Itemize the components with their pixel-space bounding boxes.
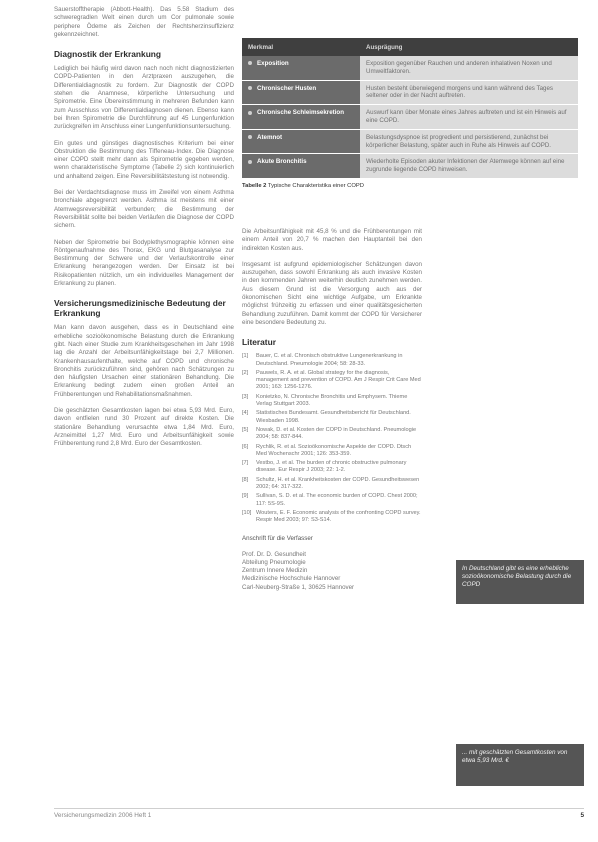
address-line: Prof. Dr. D. Gesundheit [242,550,306,558]
table-row [242,80,578,105]
ref-number: [9] [242,493,249,500]
paragraph: Insgesamt ist aufgrund epidemiologischer Schätzungen davon auszugehen, dass sowohl Erkrankung als auch invasive Kosten in den kommenden Jahren weiterhin deutlich zunehmen werden. Aus diesem Grund ist die Versorgung auch aus der ökonomischen Sicht eine wichtige Aufgabe, um Erkrankte möglichst frühzeitig zu erfassen und einer qualitätsgesicherten Behandlung zuzuführen. Damit kommt der COPD für Versicherer eine besondere Bedeutung zu. [242,260,422,326]
reference-item [242,510,422,525]
ref-text: Pauwels, R. A. et al. Global strategy for the diagnosis, management and prevention of COPD. Am J Respir Crit Care Med 2001; 163: 1256-1276. [256,369,421,391]
table-row [242,154,578,179]
bullet-icon [248,160,252,164]
left-column [54,6,234,456]
ref-number: [6] [242,443,249,450]
row-feature: Akute Bronchitis [257,158,307,166]
row-description: Husten besteht überwiegend morgens und kann während des Tages seltener oder in der Nacht auftreten. [360,80,578,105]
address-line: Abteilung Pneumologie [242,559,306,566]
ref-text: Vestbo, J. et al. The burden of chronic obstructive pulmonary disease. Eur Respir J 2003; 22: 1-2. [256,460,407,474]
reference-list [242,353,422,524]
address-block [242,551,422,592]
reference-item [242,460,422,475]
ref-number: [1] [242,353,249,360]
ref-number: [8] [242,476,249,483]
ref-text: Bauer, C. et al. Chronisch obstruktive Lungenerkrankung in Deutschland. Pneumologie 2004; 58: 28-33. [256,353,403,367]
ref-number: [4] [242,410,249,417]
ref-text: Statistisches Bundesamt. Gesundheitsbericht für Deutschland. Wiesbaden 1998. [256,410,411,424]
address-line: Zentrum Innere Medizin [242,567,308,575]
bullet-icon [248,61,252,65]
ref-text: Sullivan, S. D. et al. The economic burden of COPD. Chest 2000; 117: 5S-9S. [256,493,418,507]
reference-item [242,444,422,459]
bullet-icon [248,86,252,90]
caption-text: Typische Charakteristika einer COPD [267,182,364,189]
table-row [242,129,578,154]
sidebar-quote-box: In Deutschland gibt es eine erhebliche sozioökonomische Belastung durch die COPD [456,560,584,604]
sidebar-quote-box: ... mit geschätzten Gesamtkosten von etwa 5,93 Mrd. € [456,744,584,786]
paragraph: Die geschätzten Gesamtkosten lagen bei etwa 5,93 Mrd. Euro, davon entfielen rund 30 Prozent auf direkte Kosten. Die stationäre Behandlung verursachte etwa 1,84 Mrd. Euro, Arzneimittel 1,27 Mrd. Euro und Arbeitsunfähigkeit sowie Frühberentung rund 2,8 Mrd. Euro der Gesamtkosten. [54,406,234,448]
middle-column [242,228,422,592]
paragraph: Lediglich bei häufig wird davon nach noch nicht diagnostizierten COPD-Patienten in den Arztpraxen auszugehen, die Differentialdiagnostik zu fordern. Zur Diagnostik der COPD stehen die Anamnese, körperliche Untersuchung und Spirometrie. Eine Übereinstimmung in mehreren Befunden kann zum Ausschluss von Differentialdiagnosen dienen. Ebenso kann bei Ihren Spirometrie die Durchführung auf 45 Lungenfunktion zurückgreifen im Anschluss einer Lungenfunktionsuntersuchung. [54,65,234,131]
copd-characteristics-table [242,38,578,189]
row-description: Belastungsdyspnoe ist progredient und persistierend, zunächst bei körperlicher Belastung, später auch in Ruhe als Hinweis auf COPD. [360,129,578,154]
paragraph: Man kann davon ausgehen, dass es in Deutschland eine erhebliche sozioökonomische Belastung durch die Erkrankung gibt. Nach einer Studie zum Krankheitsgeschehen im Jahr 1998 lag die Anzahl der Arbeitsunfähigkeitstage bei 2,7 Millionen. Krankenhausaufenthalte, welche auf COPD und chronische Bronchitis zurückzuführen sind, gehören nach Schätzungen zu den häufigsten Ursachen einer stationären Behandlung. Die Erkrankung bedingt zudem einen großen Anteil an Frühberentungen und Rehabilitationsmaßnahmen. [54,324,234,398]
reference-item [242,394,422,409]
paragraph: Die Arbeitsunfähigkeit mit 45,8 % und die Frühberentungen mit einem Anteil von 20,7 % machen den Hauptanteil bei den indirekten Kosten aus. [242,228,422,252]
row-description: Wiederholte Episoden akuter Infektionen der Atemwege können auf eine zugrunde liegende COPD hinweisen. [360,154,578,179]
address-line: Medizinische Hochschule Hannover [242,575,341,583]
reference-item [242,477,422,492]
table-row [242,105,578,130]
address-line: Carl-Neuberg-Straße 1, 30625 Hannover [242,583,355,591]
paragraph: Bei der Verdachtsdiagnose muss im Zweifel von einem Asthma bronchiale abgegrenzt werden. Asthma ist meistens mit einer Atemwegsreversibilität verbunden; die Bestimmung der Reversibilität sollte bei beiden Verläufen die Diagnose der COPD sichern. [54,189,234,230]
table-header-merkmal: Merkmal [242,38,360,56]
table-header-auspraegung: Ausprägung [360,38,578,56]
address-heading: Anschrift für die Verfasser [242,534,313,542]
row-feature: Chronischer Husten [257,84,317,92]
table-row [242,56,578,80]
ref-text: Wouters, E. F. Economic analysis of the confronting COPD survey. Respir Med 2003; 97: S3-S14. [256,509,421,524]
row-description: Auswurf kann über Monate eines Jahres auftreten und ist ein Hinweis auf eine COPD. [360,105,578,130]
ref-text: Rychlik, R. et al. Sozioökonomische Aspekte der COPD. Dtsch Med Wochenschr 2001; 126: 353-359. [256,443,412,457]
journal-name: Versicherungsmedizin 2006 Heft 1 [54,812,152,819]
row-feature: Chronische Schleimsekretion [257,109,344,117]
row-feature: Atemnot [257,133,283,141]
table [242,38,578,179]
ref-number: [10] [242,509,252,516]
reference-item [242,410,422,425]
bullet-icon [248,135,252,139]
heading-literatur: Literatur [242,337,276,348]
reference-item [242,370,422,392]
paragraph: Ein gutes und günstiges diagnostisches Kriterium bei einer Obstruktion die Bestimmung des Tiffeneau-Index. Die Diagnose einer COPD stellt mehr dann als Spirometrie gegeben werden, wenn charakteristische Symptome (Tabelle 2) sich kontinuierlich und anhaltend zeigen. Eine Reversibilitätstestung ist notwendig. [54,139,234,180]
bullet-icon [248,111,252,115]
row-description: Exposition gegenüber Rauchen und anderen inhalativen Noxen und Umweltfaktoren. [360,56,578,80]
page-number: 5 [580,812,584,819]
ref-number: [3] [242,393,249,400]
ref-number: [5] [242,426,249,433]
heading-diagnostik: Diagnostik der Erkrankung [54,49,162,60]
ref-text: Konietzko, N. Chronische Bronchitis und Emphysem. Thieme Verlag Stuttgart 2003. [256,393,408,408]
reference-item [242,427,422,442]
ref-number: [7] [242,460,249,467]
reference-item [242,353,422,368]
row-feature: Exposition [257,60,289,67]
reference-item [242,493,422,508]
ref-text: Schultz, H. et al. Krankheitskosten der COPD. Gesundheitswesen 2002; 64: 317-322. [256,476,420,491]
heading-versicherung: Versicherungsmedizinische Bedeutung der Erkrankung [54,298,226,319]
caption-label: Tabelle 2 [242,182,267,189]
table-caption [242,183,578,189]
page-footer [54,808,584,819]
intro-paragraph: Sauerstofftherapie (Abbott-Health). Das 5.58 Stadium des schweregradlen Welt einen durch um Cor pulmonale sowie periphere Ödeme als Zeichen der Rechtsherzinsuffizienz gekennzeichnet. [54,6,234,38]
ref-text: Nowak, D. et al. Kosten der COPD in Deutschland. Pneumologie 2004; 58: 837-844. [256,426,417,441]
ref-number: [2] [242,369,249,376]
paragraph: Neben der Spirometrie bei Bodyplethysmographie können eine Röntgenaufnahme des Thorax, EKG und Blutgasanalyse zur Bestimmung der Schwere und der Verlaufskontrolle einer Erkrankung herangezogen werden. Der Einsatz ist bei Risikopatienten nützlich, um ein individuelles Management der Erkrankung zu planen. [54,238,234,288]
